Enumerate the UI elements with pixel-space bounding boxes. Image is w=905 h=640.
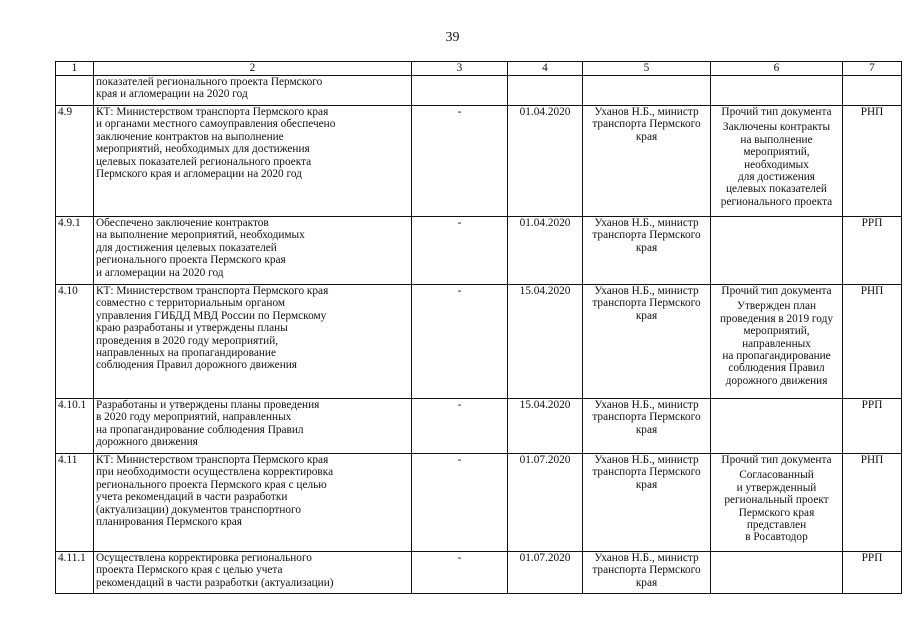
table-row [56, 76, 902, 106]
row-document [711, 76, 843, 106]
row-document [711, 285, 843, 399]
row-name: КТ: Министерством транспорта Пермского края и органами местного самоуправления обеспечено заключение контрактов на выполнение мероприятий, необходимых для достижения целевых показателей регионального проекта Пермского края и агломерации на 2020 год [94, 106, 412, 217]
row-date: 15.04.2020 [508, 399, 583, 454]
row-responsible: Уханов Н.Б., министр транспорта Пермского края [583, 217, 711, 285]
page-number: 39 [445, 30, 460, 45]
row-responsible: Уханов Н.Б., министр транспорта Пермского края [583, 399, 711, 454]
row-date: 01.04.2020 [508, 217, 583, 285]
row-mark: - [412, 454, 508, 552]
header-row [56, 62, 902, 76]
row-name: Разработаны и утверждены планы проведения в 2020 году мероприятий, направленных на пропагандирование соблюдения Правил дорожного движения [94, 399, 412, 454]
row-number: 4.11 [56, 454, 94, 552]
row-mark: - [412, 552, 508, 594]
row-name: КТ: Министерством транспорта Пермского края при необходимости осуществлена корректировка регионального проекта Пермского края с целью учета рекомендаций в части разработки (актуализации) документов транспортного планирования Пермского края [94, 454, 412, 552]
row-number [56, 76, 94, 106]
column-header: 1 [56, 62, 94, 76]
table-row [56, 285, 902, 399]
column-header: 6 [711, 62, 843, 76]
row-name: Обеспечено заключение контрактов на выполнение мероприятий, необходимых для достижения целевых показателей регионального проекта Пермского края и агломерации на 2020 год [94, 217, 412, 285]
column-header: 3 [412, 62, 508, 76]
row-document [711, 106, 843, 217]
table-row [56, 217, 902, 285]
row-name: Осуществлена корректировка регионального проекта Пермского края с целью учета рекомендаций в части разработки (актуализации) [94, 552, 412, 594]
row-number: 4.9.1 [56, 217, 94, 285]
row-doc-desc: Заключены контракты на выполнение мероприятий, необходимых для достижения целевых показателей регионального проекта [720, 121, 833, 208]
row-number: 4.9 [56, 106, 94, 217]
row-number: 4.10.1 [56, 399, 94, 454]
row-responsible: Уханов Н.Б., министр транспорта Пермского края [583, 106, 711, 217]
row-doc-type: Прочий тип документа [721, 106, 832, 118]
row-doc-desc: Согласованный и утвержденный региональный проект Пермского края представлен в Росавтодор [724, 469, 829, 544]
row-mark: - [412, 217, 508, 285]
row-name: КТ: Министерством транспорта Пермского края совместно с территориальным органом управления ГИБДД МВД России по Пермскому краю разработаны и утверждены планы проведения в 2020 году мероприятий, направленных на пропагандирование соблюдения Правил дорожного движения [94, 285, 412, 399]
row-doc-type: Прочий тип документа [721, 285, 832, 297]
row-mark: - [412, 399, 508, 454]
column-header: 5 [583, 62, 711, 76]
table-row [56, 454, 902, 552]
row-responsible [583, 76, 711, 106]
column-header: 4 [508, 62, 583, 76]
row-code: РНП [843, 285, 902, 399]
row-date: 15.04.2020 [508, 285, 583, 399]
row-code [843, 76, 902, 106]
row-number: 4.10 [56, 285, 94, 399]
row-date [508, 76, 583, 106]
row-code: РРП [843, 552, 902, 594]
row-code: РРП [843, 399, 902, 454]
row-responsible: Уханов Н.Б., министр транспорта Пермского края [583, 454, 711, 552]
row-document [711, 552, 843, 594]
table-row [56, 552, 902, 594]
row-date: 01.07.2020 [508, 454, 583, 552]
column-header: 7 [843, 62, 902, 76]
table-row [56, 106, 902, 217]
row-code: РРП [843, 217, 902, 285]
row-code: РНП [843, 106, 902, 217]
table-row [56, 399, 902, 454]
row-code: РНП [843, 454, 902, 552]
column-header: 2 [94, 62, 412, 76]
row-name: показателей регионального проекта Пермского края и агломерации на 2020 год [94, 76, 412, 106]
plan-table [55, 61, 902, 594]
row-number: 4.11.1 [56, 552, 94, 594]
row-responsible: Уханов Н.Б., министр транспорта Пермского края [583, 552, 711, 594]
row-document [711, 454, 843, 552]
row-mark: - [412, 106, 508, 217]
row-mark: - [412, 285, 508, 399]
row-responsible: Уханов Н.Б., министр транспорта Пермского края [583, 285, 711, 399]
row-mark [412, 76, 508, 106]
row-document [711, 217, 843, 285]
row-date: 01.07.2020 [508, 552, 583, 594]
row-document [711, 399, 843, 454]
row-doc-desc: Утвержден план проведения в 2019 году мероприятий, направленных на пропагандирование соблюдения Правил дорожного движения [720, 300, 833, 387]
row-doc-type: Прочий тип документа [721, 454, 832, 466]
row-date: 01.04.2020 [508, 106, 583, 217]
